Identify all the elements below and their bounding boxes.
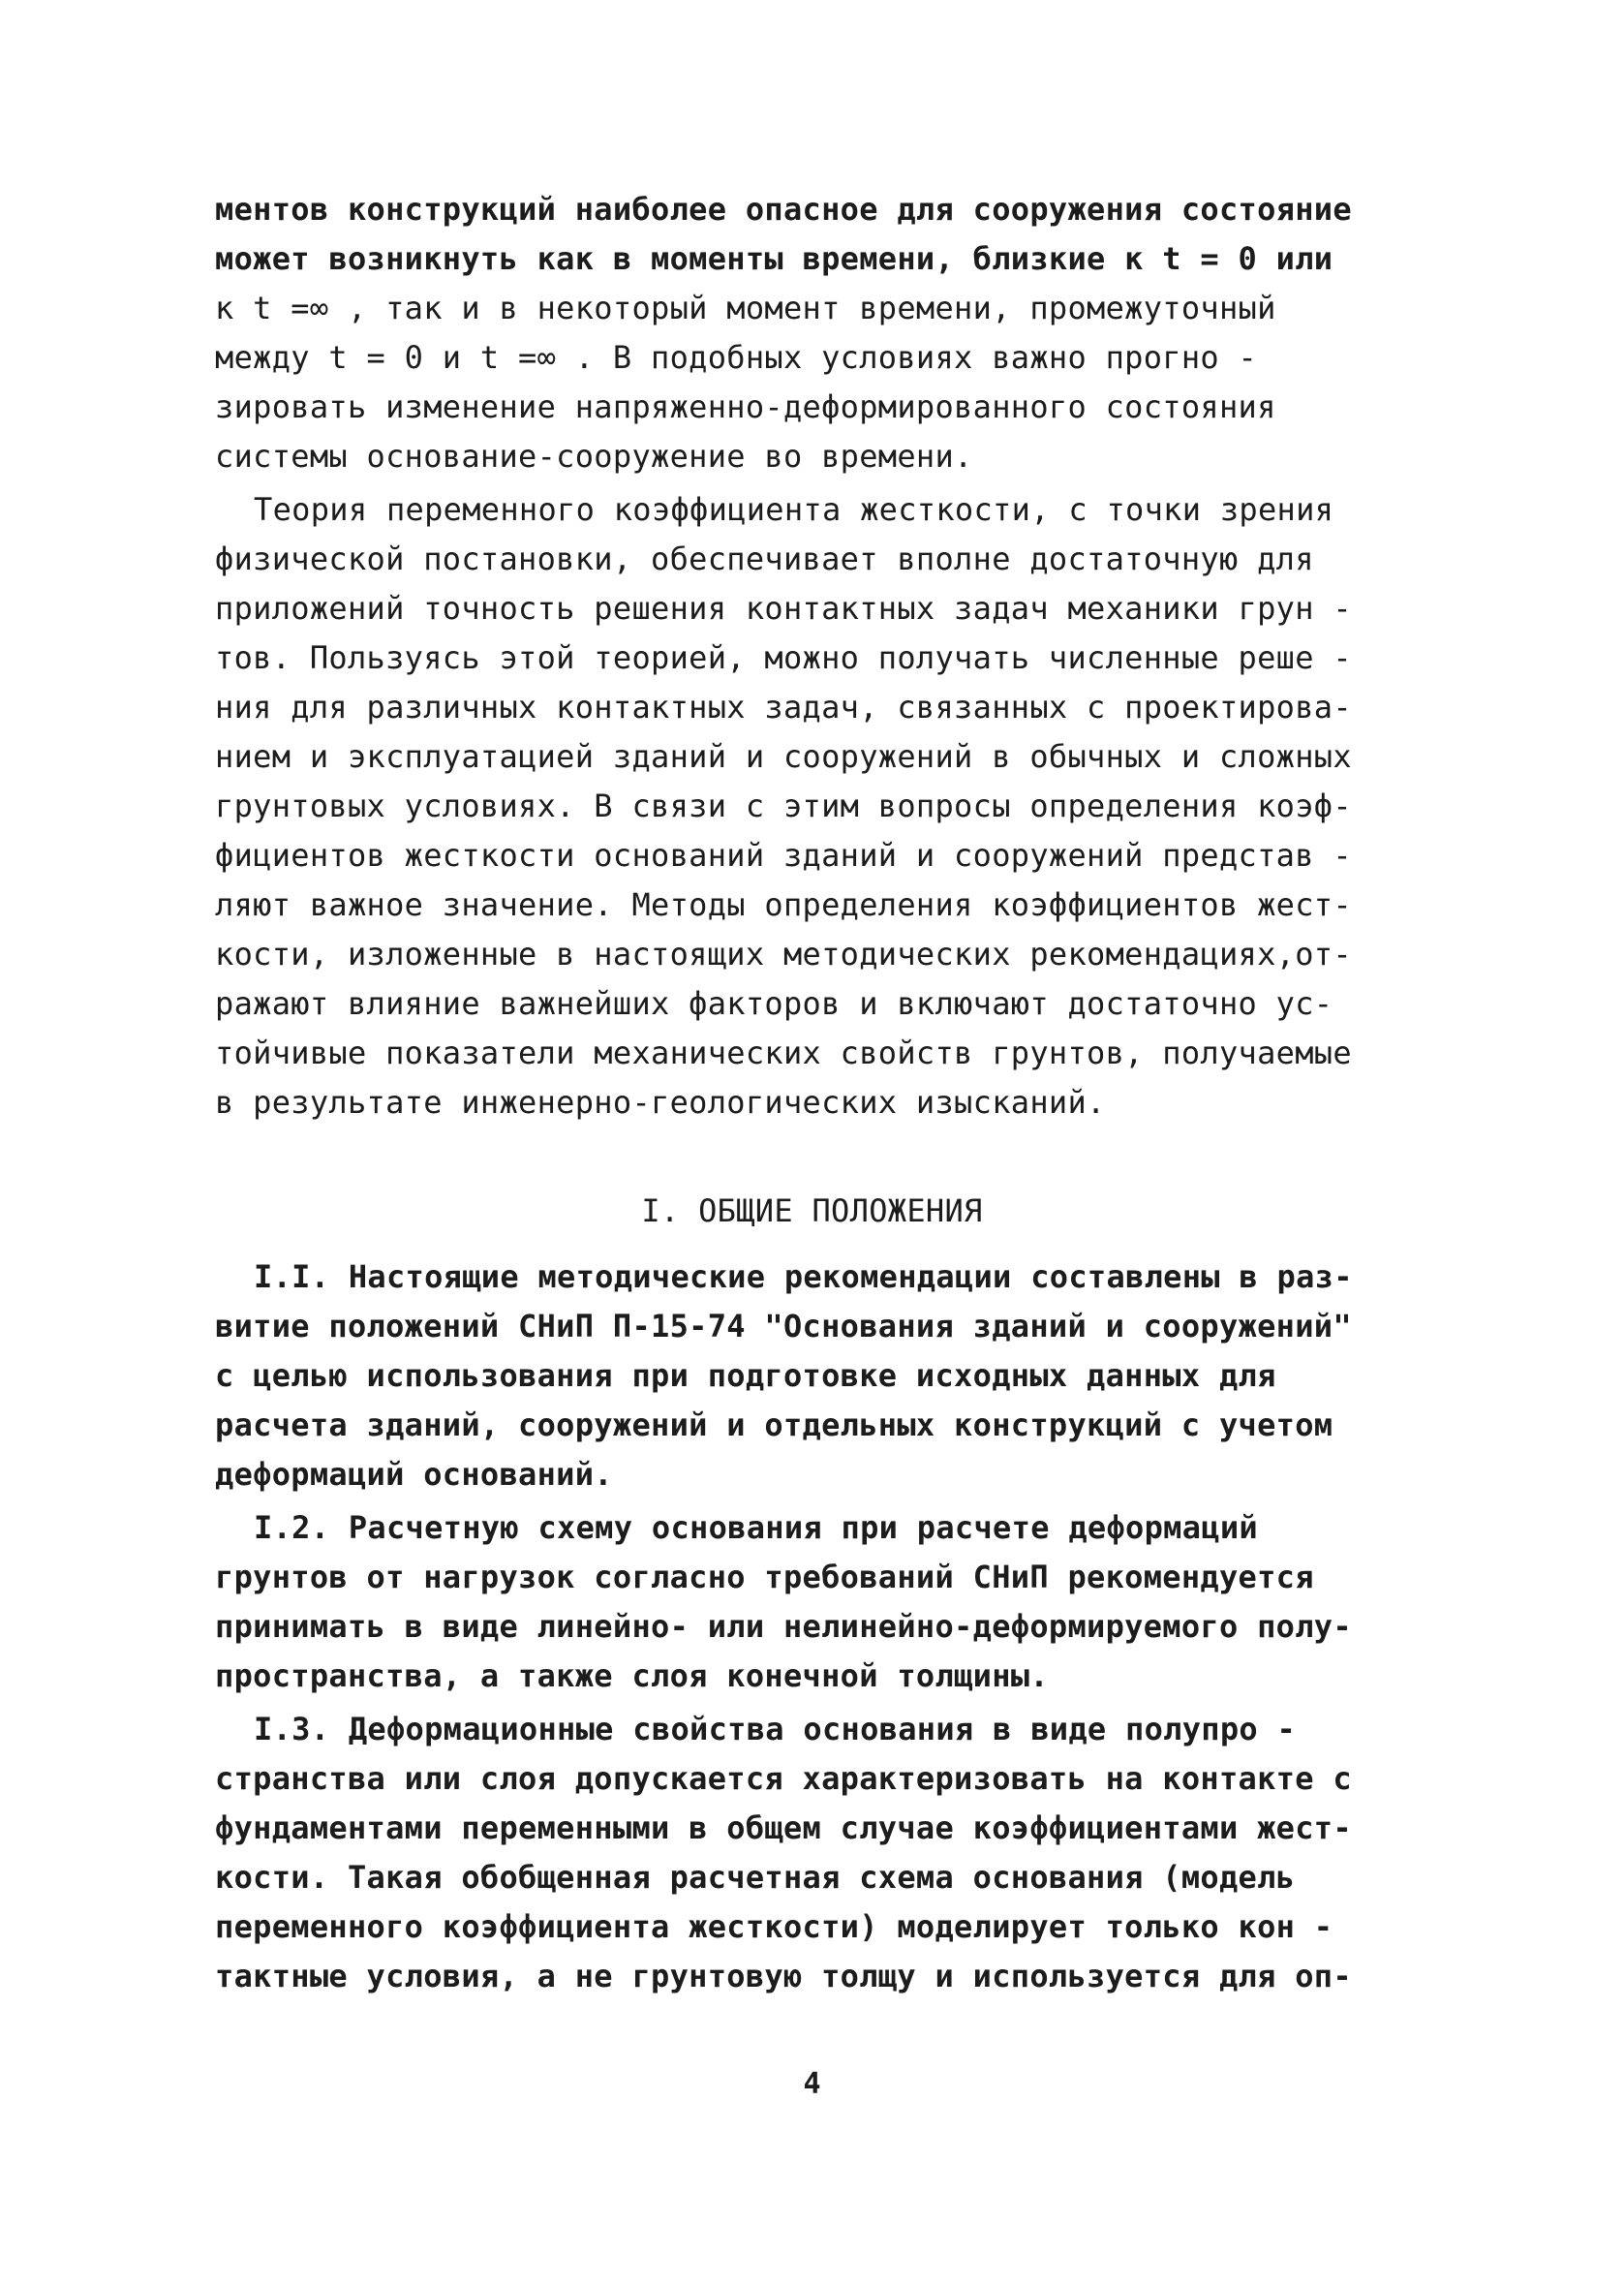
- text-line: ментов конструкций наиболее опасное для сооружения состояние: [215, 191, 1352, 228]
- text-line: приложений точность решения контактных задач механики грун -: [215, 590, 1352, 627]
- text-line: пространства, а также слоя конечной толщины.: [215, 1657, 1049, 1694]
- text-line: фициентов жесткости оснований зданий и сооружений представ -: [215, 837, 1352, 874]
- text-line: кости. Такая обобщенная расчетная схема основания (модель: [215, 1859, 1296, 1896]
- text-line: системы основание-сооружение во времени.: [215, 438, 973, 475]
- text-line: к t =∞ , так и в некоторый момент времени, промежуточный: [215, 290, 1276, 326]
- text-line: может возникнуть как в моменты времени, близкие к t = 0 или: [215, 240, 1333, 277]
- text-line: фундаментами переменными в общем случае коэффициентами жест-: [215, 1809, 1352, 1846]
- text-line: грунтов от нагрузок согласно требований СНиП рекомендуется: [215, 1559, 1314, 1595]
- text-line: тов. Пользуясь этой теорией, можно получать численные реше -: [215, 639, 1352, 676]
- text-line: переменного коэффициента жесткости) моделирует только кон -: [215, 1908, 1333, 1945]
- text-line: с целью использования при подготовке исходных данных для: [215, 1357, 1276, 1394]
- text-line: кости, изложенные в настоящих методических рекомендациях,от-: [215, 936, 1352, 973]
- text-line: витие положений СНиП П-15-74 "Основания зданий и сооружений": [215, 1308, 1352, 1344]
- page-number: 4: [803, 2067, 821, 2101]
- text-line: в результате инженерно-геологических изысканий.: [215, 1084, 1106, 1121]
- text-line: ния для различных контактных задач, связанных с проектирова-: [215, 689, 1352, 726]
- text-line: I.3. Деформационные свойства основания в виде полупро -: [254, 1711, 1297, 1747]
- text-line: странства или слоя допускается характеризовать на контакте с: [215, 1760, 1352, 1797]
- text-line: I.I. Настоящие методические рекомендации составлены в раз-: [254, 1258, 1353, 1295]
- text-line: расчета зданий, сооружений и отдельных конструкций с учетом: [215, 1406, 1333, 1443]
- text-line: физической постановки, обеспечивает вполне достаточную для: [215, 541, 1314, 577]
- text-line: деформаций оснований.: [215, 1456, 613, 1493]
- text-line: принимать в виде линейно- или нелинейно-деформируемого полу-: [215, 1608, 1352, 1645]
- text-line: грунтовых условиях. В связи с этим вопросы определения коэф-: [215, 788, 1352, 824]
- section-heading: I. ОБЩИЕ ПОЛОЖЕНИЯ: [641, 1192, 983, 1229]
- text-line: тактные условия, а не грунтовую толщу и используется для оп-: [215, 1958, 1352, 1994]
- text-line: ражают влияние важнейших факторов и включают достаточно ус-: [215, 985, 1333, 1022]
- text-line: I.2. Расчетную схему основания при расчете деформаций: [254, 1509, 1258, 1546]
- text-line: нием и эксплуатацией зданий и сооружений в обычных и сложных: [215, 738, 1352, 775]
- text-line: зировать изменение напряженно-деформированного состояния: [215, 388, 1276, 425]
- text-line: тойчивые показатели механических свойств грунтов, получаемые: [215, 1035, 1352, 1071]
- text-line: между t = 0 и t =∞ . В подобных условиях важно прогно -: [215, 339, 1258, 376]
- text-line: Теория переменного коэффициента жесткости, с точки зрения: [254, 491, 1334, 528]
- text-line: ляют важное значение. Методы определения коэффициентов жест-: [215, 886, 1352, 923]
